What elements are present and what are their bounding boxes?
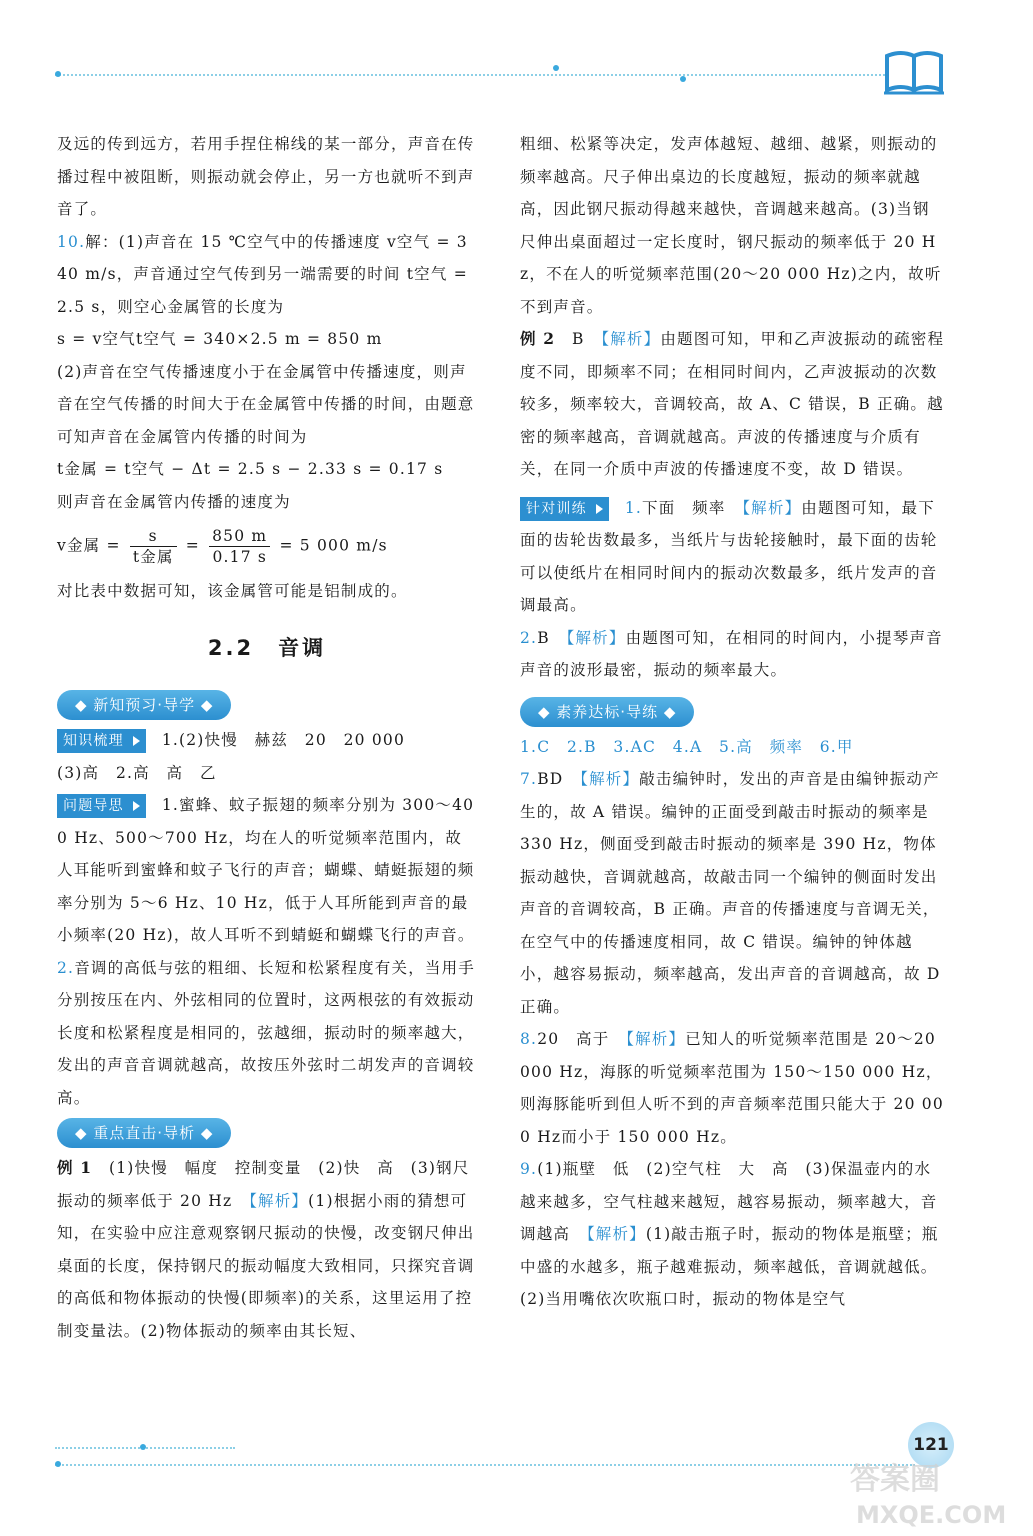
example2-label: 例 2 (520, 329, 556, 348)
fraction-1-denominator: t金属 (132, 548, 174, 566)
t1-analysis: 由题图可知，最下面的齿轮齿数最多，当纸片与齿轮接触时，最下面的齿轮可以使纸片在相同时间内的振动次数最多，纸片发声的音调最高。 (520, 498, 938, 614)
example1 (57, 1152, 477, 1347)
section-title: 2.2 音调 (207, 635, 327, 660)
fraction-1 (130, 526, 177, 567)
question-guide-text: 1.蜜蜂、蚊子振翅的频率分别为 300～400 Hz、500～700 Hz，均在人的听觉频率范围内，故人耳能听到蜜蜂和蚊子飞行的声音；蝴蝶、蜻蜓振翅的频率分别为 5～6 Hz、10 Hz，低于人耳所能到声音的最小频率(20 Hz)，故人耳听不到蜻蜓和蝴蝶飞行的声音。 (57, 796, 475, 944)
triangle-icon (596, 504, 603, 514)
analysis-label: 【解析】 (249, 1191, 309, 1210)
intro-paragraph: 及远的传到远方，若用手捏住棉线的某一部分，声音在传播过程中被阻断，则振动就会停止，另一方也就听不到声音了。 (57, 135, 475, 218)
q8-answer: 20 高于 (537, 1030, 610, 1048)
answers-line: 1.C 2.B 3.AC 4.A 5.高 频率 6.甲 (520, 737, 854, 756)
q10-text-a: 解：(1)声音在 15 ℃空气中的传播速度 v空气 = 340 m/s，声音通过空气传到另一端需要的时间 t空气 = 2.5 s，则空心金属管的长度为 (57, 232, 468, 316)
open-book-icon (883, 46, 945, 96)
watermark-logo (850, 1455, 1020, 1530)
q2-text: 音调的高低与弦的粗细、长短和松紧程度有关，当用手分别按压在内、外弦相同的位置时，这两根弦的有效振动长度和松紧程度是相同的，弦越细，振动时的频率越大，发出的声音音调就越高，故按压外弦时二胡发声的音调较高。 (57, 958, 476, 1107)
analysis-label: 【解析】 (566, 628, 626, 647)
training-1 (520, 492, 945, 622)
tag-question-guide-label: 问题导思 (63, 798, 124, 814)
q7-number: 7. (520, 770, 538, 788)
tag-question-guide (57, 794, 146, 818)
fraction-2-numerator: 850 m (209, 526, 270, 547)
analysis-label: 【解析】 (580, 770, 640, 788)
q9-number: 9. (520, 1160, 538, 1178)
q7 (520, 763, 945, 1023)
tag-knowledge-label: 知识梳理 (63, 733, 124, 749)
t1-answer: 下面 频率 (642, 498, 726, 517)
knowledge-answers-2: (3)高 2.高 高 乙 (57, 763, 217, 782)
q8 (520, 1023, 945, 1153)
analysis-label: 【解析】 (601, 330, 661, 348)
example2-answer: B (571, 330, 585, 348)
banner-preview: ◆ 新知预习·导学 ◆ (57, 690, 231, 720)
example2 (520, 323, 945, 486)
left-column (57, 128, 477, 1347)
svg-text:答案圈: 答案圈 (850, 1462, 940, 1497)
analysis-label: 【解析】 (586, 1225, 646, 1243)
example1-answers: (1)快慢 幅度 控制变量 (2)快 高 (3)钢尺振动的频率低于 20 Hz (57, 1159, 470, 1210)
q10-number: 10. (57, 232, 86, 251)
banner-practice: ◆ 素养达标·导练 ◆ (520, 697, 694, 727)
t2-number: 2. (520, 628, 538, 647)
q7-analysis: 敲击编钟时，发出的声音是由编钟振动产生的，故 A 错误。编钟的正面受到敲击时振动的频率是 330 Hz，侧面受到敲击时振动的频率是 390 Hz，物体振动越快，音调就越高，故敲击同一个编钟的侧面时发出声音的音调较高，B 正确。声音的传播速度与音调无关，在空气中的传播速度相同，故 C 错误。编钟的钟体越小，越容易振动，频率越高，发出声音的音调越高，故 D 正确。 (520, 770, 941, 1016)
question-guide (57, 789, 477, 952)
fraction-2 (209, 526, 270, 567)
knowledge-summary (57, 724, 477, 757)
example1-analysis: (1)根据小雨的猜想可知，在实验中应注意观察钢尺振动的快慢，改变钢尺伸出桌面的长度，保持钢尺的振动幅度大致相同，只探究音调的高低和物体振动的快慢(即频率)的关系，这里运用了控制变量法。(2)物体振动的频率由其长短、 (57, 1191, 475, 1340)
tag-training-label: 针对训练 (526, 500, 587, 517)
q10-speed-intro: 则声音在金属管内传播的速度为 (57, 492, 291, 511)
q10-formula-speed (57, 526, 477, 567)
q8-analysis: 已知人的听觉频率范围是 20～20 000 Hz，海豚的听觉频率范围为 150～150 000 Hz，则海豚能听到但人听不到的声音频率范围只能大于 20 000 Hz而小于 150 000 Hz。 (520, 1030, 944, 1146)
q2-number: 2. (57, 958, 75, 977)
example2-analysis: 由题图可知，甲和乙声波振动的疏密程度不同，即频率不同；在相同时间内，乙声波振动的次数较多，频率较大，音调较高，故 A、C 错误，B 正确。越密的频率越高，音调就越高。声波的传播速度与介质有关，在同一介质中声波的传播速度不变，故 D 错误。 (520, 330, 945, 478)
q10-formula-length: s = v空气t空气 = 340×2.5 m = 850 m (57, 330, 383, 348)
footer-dot (140, 1444, 146, 1450)
header-dot (680, 76, 686, 82)
q10-part2: (2)声音在空气传播速度小于在金属管中传播速度，则声音在空气传播的时间大于在金属管中传播的时间，由题意可知声音在金属管内传播的时间为 (57, 362, 475, 446)
q10-formula-time: t金属 = t空气 − Δt = 2.5 s − 2.33 s = 0.17 s (57, 460, 444, 478)
page-number: 121 (908, 1422, 954, 1468)
tag-knowledge (57, 729, 146, 753)
fraction-1-numerator: s (130, 526, 177, 547)
tag-training (520, 497, 609, 521)
q10-conclusion: 对比表中数据可知，该金属管可能是铝制成的。 (57, 582, 408, 600)
triangle-icon (133, 801, 140, 811)
t1-number: 1. (624, 498, 643, 517)
q9 (520, 1153, 945, 1316)
header-dotted-rule (55, 74, 885, 76)
speed-result: = 5 000 m/s (279, 536, 388, 555)
example1-continued: 粗细、松紧等决定，发声体越短、越细、越紧，则振动的频率越高。尺子伸出桌边的长度越短，振动的频率就越高，因此钢尺振动得越来越快，音调越来越高。(3)当钢尺伸出桌面超过一定长度时，钢尺振动的频率低于 20 Hz，不在人的听觉频率范围(20～20 000 Hz)之内，故听不到声音。 (520, 135, 942, 316)
training-2 (520, 622, 945, 687)
banner-focus: ◆ 重点直击·导析 ◆ (57, 1118, 231, 1148)
footer-dot (55, 1461, 61, 1467)
q7-answer: BD (537, 770, 564, 788)
equals-sign: = (185, 536, 200, 555)
header-dot (55, 71, 61, 77)
svg-text:MXQE.COM: MXQE.COM (856, 1501, 1007, 1529)
q2-paragraph (57, 952, 477, 1115)
example1-label: 例 1 (57, 1158, 93, 1177)
q9-analysis: (1)敲击瓶子时，振动的物体是瓶壁；瓶中盛的水越多，瓶子越难振动，频率越低，音调就越低。(2)当用嘴依次吹瓶口时，振动的物体是空气 (520, 1225, 939, 1308)
q9-answer: (1)瓶壁 低 (2)空气柱 大 高 (3)保温壶内的水越来越多，空气柱越来越短，越容易振动，频率越大，音调越高 (520, 1160, 938, 1243)
footer-dotted-rule (55, 1464, 915, 1466)
q8-number: 8. (520, 1030, 538, 1048)
t2-analysis: 由题图可知，在相同的时间内，小提琴声音声音的波形最密，振动的频率最大。 (520, 628, 943, 679)
header-dot (553, 65, 559, 71)
analysis-label: 【解析】 (626, 1030, 686, 1048)
triangle-icon (133, 736, 140, 746)
fraction-2-denominator: 0.17 s (212, 548, 268, 566)
speed-lhs: v金属 = (57, 536, 121, 555)
analysis-label: 【解析】 (742, 498, 802, 517)
q10-part1 (57, 226, 477, 324)
right-column (520, 128, 945, 1316)
t2-answer: B (537, 628, 550, 647)
knowledge-answers: 1.(2)快慢 赫兹 20 20 000 (161, 731, 406, 749)
